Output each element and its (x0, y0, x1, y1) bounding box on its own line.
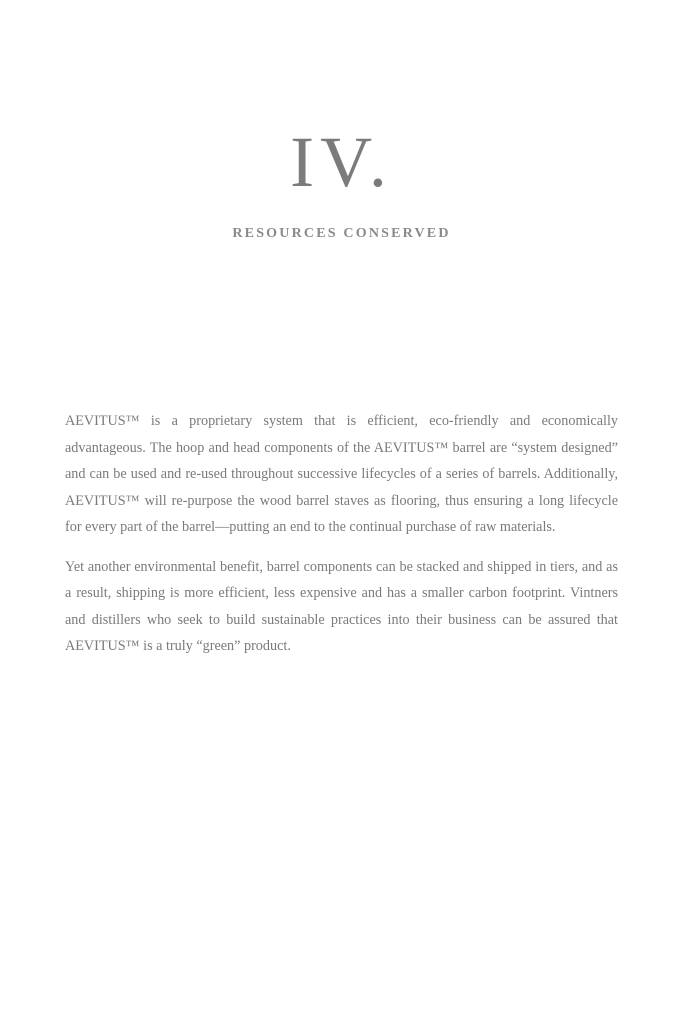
paragraph-1: AEVITUS™ is a proprietary system that is efficient, eco-friendly and economically advantageous. The hoop and head components of the AEVITUS™ barrel are “system designed” and can be used and re-used throughout successive lifecycles of a series of barrels. Additionally, AEVITUS™ will re-purpose the wood barrel staves as flooring, thus ensuring a long lifecycle for every part of the barrel—putting an end to the continual purchase of raw materials. (65, 413, 618, 535)
chapter-title: RESOURCES CONSERVED (232, 226, 451, 241)
body-text (65, 408, 618, 673)
chapter-numeral: IV. (290, 122, 393, 202)
paragraph-2: Yet another environmental benefit, barrel components can be stacked and shipped in tiers, and as a result, shipping is more efficient, less expensive and has a smaller carbon footprint. Vintners and distillers who seek to build sustainable practices into their business can be assured that AEVITUS™ is a truly “green” product. (65, 558, 618, 654)
